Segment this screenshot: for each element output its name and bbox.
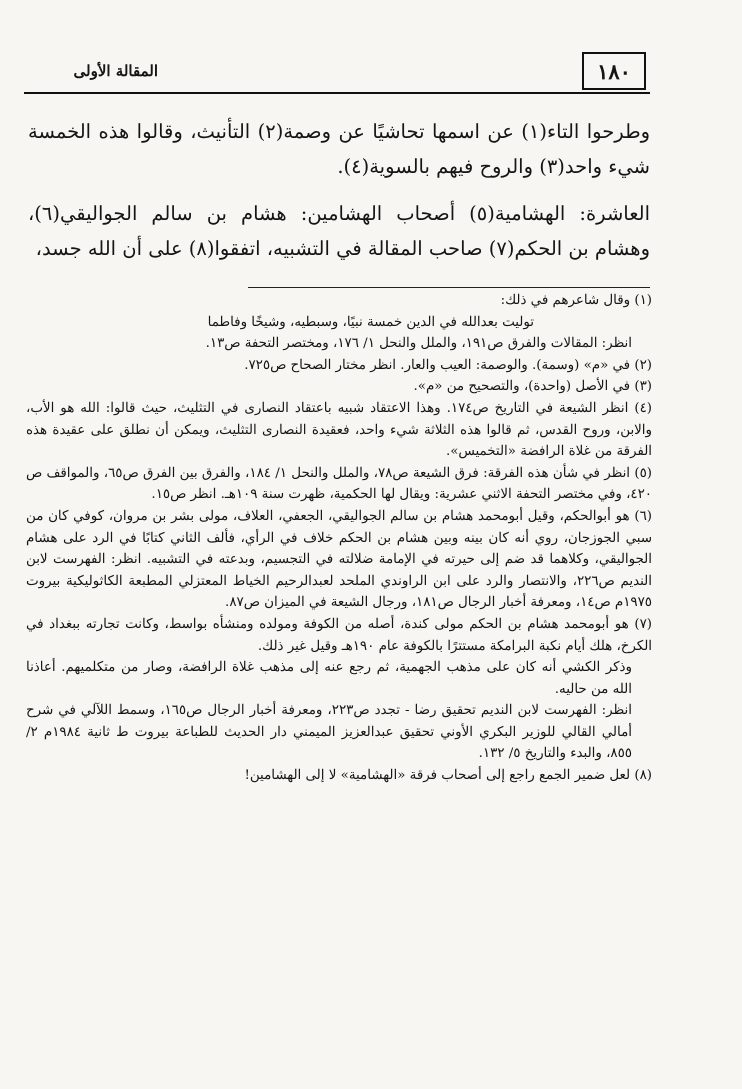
footnote-6: (٦) هو أبوالحكم، وقيل أبومحمد هشام بن سالم الجواليقي، الجعفي، العلاف، مولى بشر بن مروان، كوفي كان من سبي الجوزجان، روي أنه كان بينه وبين هشام بن الحكم خلاف في الرأي، فألف الثاني كتابًا في الرد على هشام الجواليقي، وكلاهما قد ضم إلى حيرته في الإمامة ضلالته في التجسيم، وبدعته في التشبيه. انظر: الفهرست لابن النديم ص٢٢٦، والانتصار والرد على ابن الراوندي الملحد لعبدالرحيم الخياط المعتزلي المطبعة الكاثوليكية بيروت ١٩٧٥م ص١٤، ومعرفة أخبار الرجال ص١٨١، ورجال الشيعة في الميزان ص٨٧.	[26, 508, 652, 611]
footnote-4: (٤) انظر الشيعة في التاريخ ص١٧٤. وهذا الاعتقاد شبيه باعتقاد النصارى في التثليث، حيث قالوا: الله هو الأب، والابن، وروح القدس، ثم قالوا هذه الثلاثة شيء واحد، فعقيدة النصارى التثليث، ويمكن أن نطلق على عقيدة هذه الفرقة من غلاة الرافضة «التخميس».	[26, 400, 652, 460]
footnote-1: (١) وقال شاعرهم في ذلك:	[500, 293, 652, 308]
footnotes	[26, 290, 652, 787]
footnote-3: (٣) في الأصل (واحدة)، والتصحيح من «م».	[413, 379, 652, 395]
footnote-1-reference: انظر: المقالات والفرق ص١٩١، والملل والنحل ١/ ١٧٦، ومختصر التحفة ص١٣.	[205, 336, 632, 352]
page-number: ١٨٠	[582, 52, 646, 90]
main-paragraph: العاشرة: الهشامية(٥) أصحاب الهشامين: هشام بن سالم الجواليقي(٦)، وهشام بن الحكم(٧) صاحب المقالة في التشبيه، اتفقوا(٨) على أن الله جسد،	[28, 202, 650, 260]
footnote-divider	[248, 287, 650, 288]
header-rule	[24, 92, 650, 94]
footnote-1-verse: توليت بعدالله في الدين خمسة نبيًا، وسبطيه، وشيخًا وفاطما	[207, 314, 534, 330]
footnote-7-reference: انظر: الفهرست لابن النديم تحقيق رضا - تجدد ص٢٢٣، ومعرفة أخبار الرجال ص١٦٥، وسمط اللآلي في شرح أمالي القالي للوزير البكري الأوني تحقيق عبدالعزيز الميمني دار الحديث للطباعة بيروت ط ثانية ١٩٨٤م ٢/ ٨٥٥، والبدء والتاريخ ٥/ ١٣٢.	[26, 703, 632, 762]
footnote-2: (٢) في «م» (وسمة). والوصمة: العيب والعار. انظر مختار الصحاح ص٧٢٥.	[244, 357, 652, 373]
running-title: المقالة الأولى	[73, 62, 158, 80]
footnote-7: (٧) هو أبومحمد هشام بن الحكم مولى كندة، أصله من الكوفة ومولده ومنشأه بواسط، وكانت تجارته ببغداد في الكرخ، هلك أيام نكبة البرامكة مستترًا بالكوفة عام ١٩٠هـ وقيل غير ذلك.	[26, 616, 652, 654]
footnote-5: (٥) انظر في شأن هذه الفرقة: فرق الشيعة ص٧٨، والملل والنحل ١/ ١٨٤، والفرق بين الفرق ص٦٥، والمواقف ص ٤٢٠، وفي مختصر التحفة الاثني عشرية: ويقال لها الحكمية، ظهرت سنة ١٠٩هـ. انظر ص١٥.	[26, 465, 652, 503]
main-paragraph: وطرحوا التاء(١) عن اسمها تحاشيًا عن وصمة(٢) التأنيث، وقالوا هذه الخمسة شيء واحد(٣) والروح فيهم بالسوية(٤).	[28, 120, 651, 178]
main-text	[28, 114, 650, 278]
footnote-8: (٨) لعل ضمير الجمع راجع إلى أصحاب فرقة «الهشامية» لا إلى الهشامين!	[244, 768, 652, 784]
footnote-7-continuation: وذكر الكشي أنه كان على مذهب الجهمية، ثم رجع عنه إلى مذهب غلاة الرافضة، وصار من متكلميهم. أعاذنا الله من حاليه.	[26, 660, 632, 697]
